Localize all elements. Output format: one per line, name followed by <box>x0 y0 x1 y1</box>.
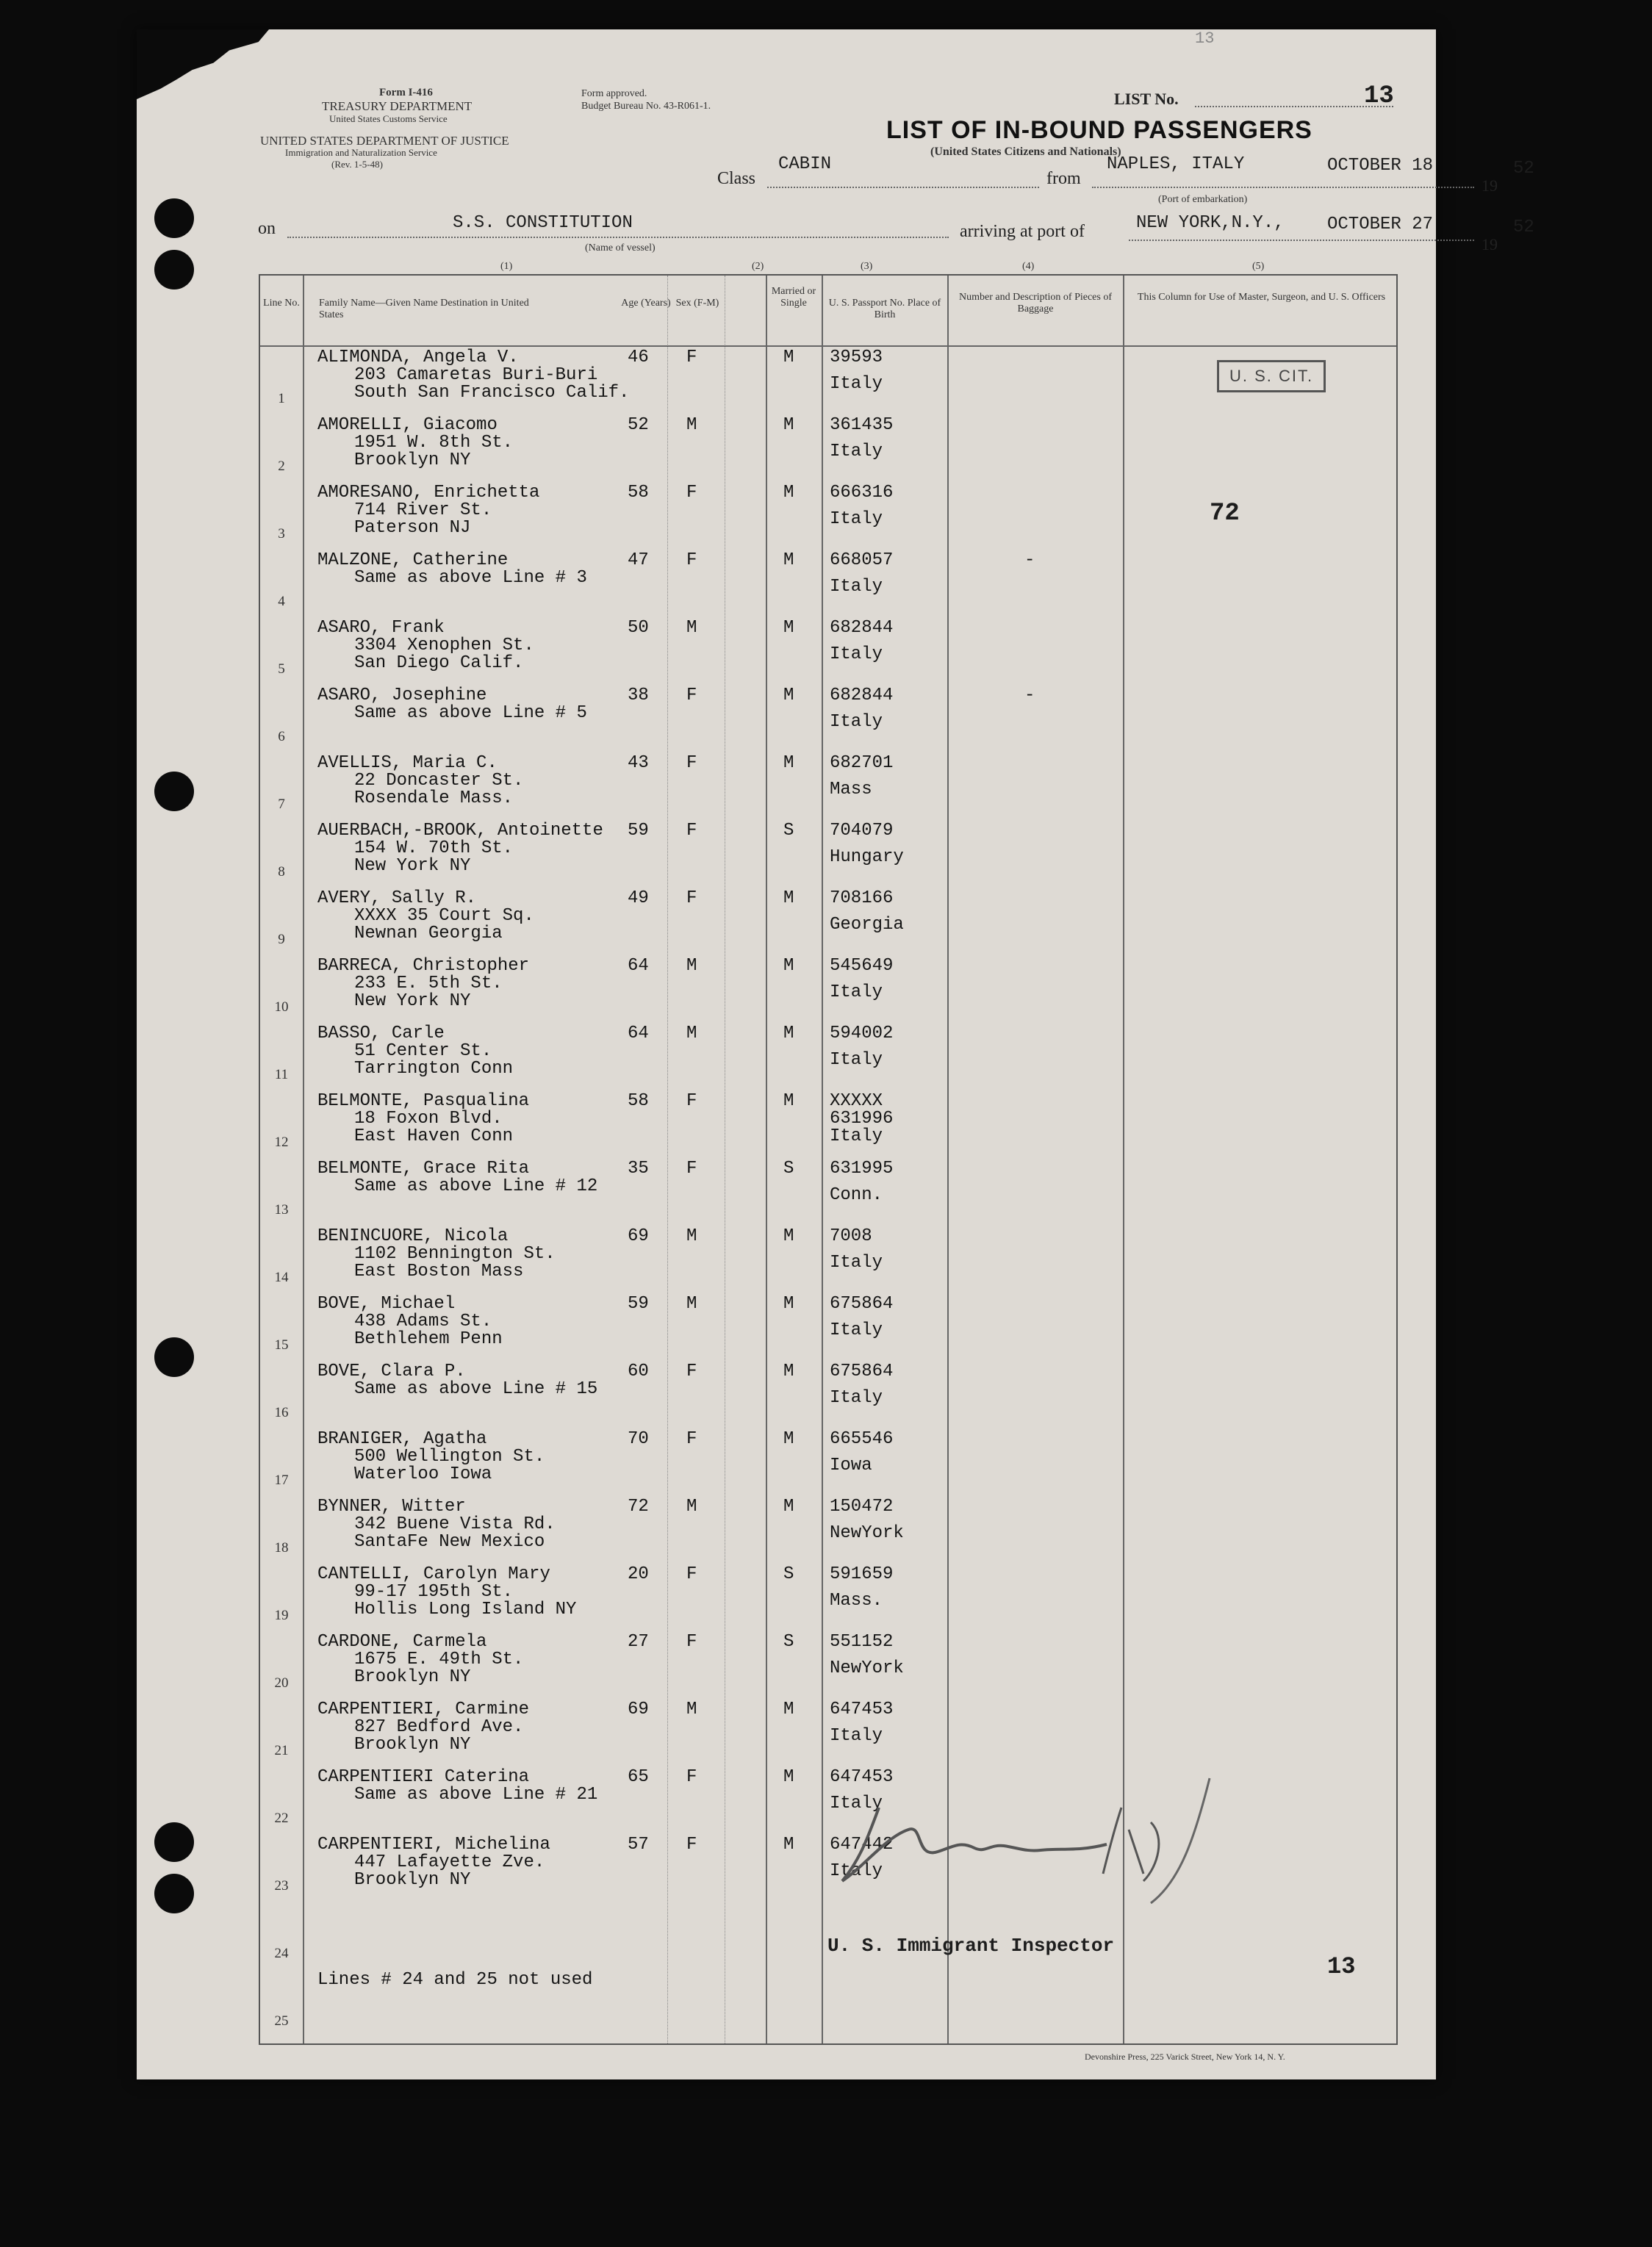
age: 50 <box>628 618 649 638</box>
address-line-1: 1675 E. 49th St. <box>354 1650 524 1669</box>
header-sex: Sex (F-M) <box>675 298 719 309</box>
passport-number: 545649 <box>830 956 894 976</box>
passenger-name: Lines # 24 and 25 not used <box>317 1970 593 1990</box>
sex: M <box>686 415 697 435</box>
table-row <box>260 616 1399 683</box>
marital-status: M <box>783 618 794 638</box>
table-row <box>260 1292 1399 1359</box>
age: 59 <box>628 1294 649 1314</box>
address-line-1: Same as above Line # 5 <box>354 703 587 723</box>
col-num-2: (2) <box>752 261 764 272</box>
marital-status: M <box>783 1767 794 1787</box>
age: 35 <box>628 1159 649 1179</box>
port-embarkation-label: (Port of embarkation) <box>1158 194 1248 205</box>
passenger-name: BRANIGER, Agatha <box>317 1429 487 1449</box>
sex: F <box>686 1835 697 1855</box>
on-label: on <box>258 219 276 238</box>
address-line-1: 233 E. 5th St. <box>354 974 503 993</box>
passport-number: 361435 <box>830 415 894 435</box>
table-row <box>260 548 1399 616</box>
passenger-name: BYNNER, Witter <box>317 1497 466 1517</box>
col-num-3: (3) <box>861 261 873 272</box>
address-line-1: 827 Bedford Ave. <box>354 1717 524 1737</box>
passenger-name: BELMONTE, Grace Rita <box>317 1159 530 1179</box>
line-number: 13 <box>274 1202 289 1218</box>
sex: F <box>686 1159 697 1179</box>
age: 65 <box>628 1767 649 1787</box>
header-age: Age (Years) <box>621 298 671 309</box>
place-of-birth: Italy <box>830 577 883 597</box>
table-row <box>260 1495 1399 1562</box>
passport-number: 647442 <box>830 1835 894 1855</box>
age: 64 <box>628 1024 649 1043</box>
revision: (Rev. 1-5-48) <box>331 159 383 170</box>
binder-hole <box>154 772 194 811</box>
class-value: CABIN <box>778 154 832 174</box>
passport-number: 708166 <box>830 888 894 908</box>
address-line-1: 203 Camaretas Buri-Buri <box>354 365 598 385</box>
place-of-birth: Italy <box>830 982 883 1002</box>
address-line-2: New York NY <box>354 991 471 1011</box>
form-number: Form I-416 <box>379 87 433 98</box>
place-of-birth: Mass. <box>830 1591 883 1611</box>
customs-service: United States Customs Service <box>329 113 448 124</box>
ins-label: Immigration and Naturalization Service <box>285 147 437 158</box>
passport-number: 682844 <box>830 618 894 638</box>
binder-hole <box>154 1337 194 1377</box>
sex: F <box>686 1429 697 1449</box>
passport-number: 682844 <box>830 686 894 705</box>
address-line-2: Hollis Long Island NY <box>354 1600 577 1619</box>
col-num-5: (5) <box>1252 261 1265 272</box>
line-number: 7 <box>278 797 285 812</box>
line-number: 6 <box>278 729 285 744</box>
address-line-2: Bethlehem Penn <box>354 1329 503 1349</box>
marital-status: S <box>783 821 794 841</box>
binder-hole <box>154 250 194 290</box>
passport-number: 647453 <box>830 1700 894 1719</box>
address-line-2: East Boston Mass <box>354 1262 524 1281</box>
age: 49 <box>628 888 649 908</box>
page-subtitle: (United States Citizens and Nationals) <box>930 145 1121 158</box>
line-number: 5 <box>278 661 285 677</box>
form-approved: Form approved. <box>581 88 647 99</box>
header-officers: This Column for Use of Master, Surgeon, and U. S. Officers <box>1137 292 1386 303</box>
marital-status: S <box>783 1632 794 1652</box>
pencil-note: 13 <box>1195 29 1215 48</box>
age: 58 <box>628 1091 649 1111</box>
passenger-name: AMORELLI, Giacomo <box>317 415 498 435</box>
header-line-no: Line No. <box>263 298 300 309</box>
passenger-name: AVERY, Sally R. <box>317 888 477 908</box>
age: 20 <box>628 1564 649 1584</box>
sex: F <box>686 1362 697 1381</box>
table-row <box>260 1427 1399 1495</box>
passenger-name: BASSO, Carle <box>317 1024 445 1043</box>
inspector-signature <box>798 1778 1180 1910</box>
address-line-1: 99-17 195th St. <box>354 1582 514 1602</box>
line-number: 15 <box>274 1337 289 1353</box>
line-number: 10 <box>274 999 289 1015</box>
age: 70 <box>628 1429 649 1449</box>
age: 38 <box>628 686 649 705</box>
age: 59 <box>628 821 649 841</box>
sex: F <box>686 1632 697 1652</box>
line-number: 21 <box>274 1743 289 1758</box>
vessel-name-label: (Name of vessel) <box>585 242 656 254</box>
binder-hole <box>154 1874 194 1913</box>
age: 52 <box>628 415 649 435</box>
passenger-name: CARPENTIERI, Michelina <box>317 1835 550 1855</box>
year-prefix: 19 <box>1482 176 1498 195</box>
budget-bureau: Budget Bureau No. 43-R061-1. <box>581 101 711 112</box>
sex: M <box>686 618 697 638</box>
place-of-birth: Italy <box>830 1050 883 1070</box>
table-row <box>260 819 1399 886</box>
place-of-birth: Italy <box>830 1794 883 1813</box>
list-number-label: LIST No. <box>1114 90 1179 108</box>
marital-status: M <box>783 1362 794 1381</box>
table-row <box>260 1968 1399 2035</box>
address-line-1: 714 River St. <box>354 500 492 520</box>
line-number: 16 <box>274 1405 289 1420</box>
age: 60 <box>628 1362 649 1381</box>
table-row <box>260 1562 1399 1630</box>
age: 43 <box>628 753 649 773</box>
address-line-1: Same as above Line # 21 <box>354 1785 598 1805</box>
place-of-birth: Georgia <box>830 915 904 935</box>
line-number: 18 <box>274 1540 289 1556</box>
treasury-department: TREASURY DEPARTMENT <box>322 99 473 113</box>
address-line-2: Paterson NJ <box>354 518 471 538</box>
list-number: 13 <box>1364 82 1394 110</box>
place-of-birth: Hungary <box>830 847 904 867</box>
marital-status: M <box>783 1226 794 1246</box>
sex: M <box>686 956 697 976</box>
passenger-name: BOVE, Clara P. <box>317 1362 466 1381</box>
table-row <box>260 1697 1399 1765</box>
address-line-1: Same as above Line # 3 <box>354 568 587 588</box>
line-number: 17 <box>274 1473 289 1488</box>
printer-imprint: Devonshire Press, 225 Varick Street, New York 14, N. Y. <box>1085 2052 1285 2062</box>
address-line-2: Newnan Georgia <box>354 924 503 943</box>
marital-status: M <box>783 1700 794 1719</box>
passenger-name: CARPENTIERI, Carmine <box>317 1700 530 1719</box>
address-line-1: 51 Center St. <box>354 1041 492 1061</box>
vessel-name: S.S. CONSTITUTION <box>453 213 633 233</box>
sex: M <box>686 1497 697 1517</box>
age: 69 <box>628 1226 649 1246</box>
marital-status: M <box>783 1091 794 1111</box>
address-line-2: Brooklyn NY <box>354 1735 471 1755</box>
table-row <box>260 1157 1399 1224</box>
passport-number: XXXXX <box>830 1091 883 1111</box>
passport-number: 647453 <box>830 1767 894 1787</box>
passport-number: 7008 <box>830 1226 872 1246</box>
address-line-2: South San Francisco Calif. <box>354 383 630 403</box>
sex: M <box>686 1700 697 1719</box>
page-number: 13 <box>1327 1953 1356 1980</box>
place-of-birth: NewYork <box>830 1523 904 1543</box>
passport-number: 668057 <box>830 550 894 570</box>
line-number: 19 <box>274 1608 289 1623</box>
line-number: 11 <box>274 1067 289 1082</box>
place-of-birth: Italy <box>830 644 883 664</box>
table-row <box>260 954 1399 1021</box>
line-number: 9 <box>278 932 285 947</box>
address-line-1: Same as above Line # 15 <box>354 1379 598 1399</box>
marital-status: M <box>783 686 794 705</box>
arrival-port: NEW YORK,N.Y., <box>1136 213 1285 233</box>
passenger-name: AVELLIS, Maria C. <box>317 753 498 773</box>
passenger-name: ASARO, Frank <box>317 618 445 638</box>
place-of-birth: Italy <box>830 712 883 732</box>
passport-number: 704079 <box>830 821 894 841</box>
marital-status: M <box>783 1497 794 1517</box>
sex: F <box>686 888 697 908</box>
manifest-page <box>137 29 1534 2079</box>
marital-status: M <box>783 483 794 503</box>
arriving-label: arriving at port of <box>960 222 1085 241</box>
passenger-name: BARRECA, Christopher <box>317 956 530 976</box>
sex: F <box>686 1091 697 1111</box>
address-line-1: 342 Buene Vista Rd. <box>354 1514 556 1534</box>
page-title: LIST OF IN-BOUND PASSENGERS <box>886 116 1312 144</box>
inspector-label: U. S. Immigrant Inspector <box>827 1935 1115 1957</box>
passport-number: 675864 <box>830 1294 894 1314</box>
line-number: 8 <box>278 864 285 880</box>
sex: F <box>686 821 697 841</box>
address-line-1: 18 Foxon Blvd. <box>354 1109 503 1129</box>
sex: F <box>686 550 697 570</box>
address-line-1: XXXX 35 Court Sq. <box>354 906 534 926</box>
header-married: Married or Single <box>771 286 816 309</box>
line-number: 20 <box>274 1675 289 1691</box>
table-row <box>260 1224 1399 1292</box>
place-of-birth: Italy <box>830 1861 883 1881</box>
passenger-name: ALIMONDA, Angela V. <box>317 348 519 367</box>
address-line-2: Waterloo Iowa <box>354 1464 492 1484</box>
line-number: 4 <box>278 594 285 609</box>
address-line-1: 447 Lafayette Zve. <box>354 1852 545 1872</box>
baggage: - <box>1024 550 1035 570</box>
passenger-name: ASARO, Josephine <box>317 686 487 705</box>
line-number: 22 <box>274 1811 289 1826</box>
passenger-name: BENINCUORE, Nicola <box>317 1226 509 1246</box>
address-line-1: 22 Doncaster St. <box>354 771 524 791</box>
passport-number: 150472 <box>830 1497 894 1517</box>
address-line-2: Tarrington Conn <box>354 1059 514 1079</box>
address-line-1: 438 Adams St. <box>354 1312 492 1331</box>
passenger-name: AUERBACH,-BROOK, Antoinette <box>317 821 603 841</box>
passenger-name: CANTELLI, Carolyn Mary <box>317 1564 550 1584</box>
address-line-1: 154 W. 70th St. <box>354 838 514 858</box>
age: 72 <box>628 1497 649 1517</box>
address-line-1: 1102 Bennington St. <box>354 1244 556 1264</box>
marital-status: M <box>783 1429 794 1449</box>
passport-number-2: 631996 <box>830 1109 894 1129</box>
address-line-2: Brooklyn NY <box>354 450 471 470</box>
sex: M <box>686 1024 697 1043</box>
age: 57 <box>628 1835 649 1855</box>
sex: M <box>686 1294 697 1314</box>
age: 47 <box>628 550 649 570</box>
age: 46 <box>628 348 649 367</box>
table-row <box>260 1021 1399 1089</box>
passenger-name: MALZONE, Catherine <box>317 550 509 570</box>
officer-note: 72 <box>1210 500 1240 528</box>
marital-status: S <box>783 1564 794 1584</box>
passport-number: 682701 <box>830 753 894 773</box>
address-line-2: New York NY <box>354 856 471 876</box>
passenger-name: BOVE, Michael <box>317 1294 456 1314</box>
marital-status: M <box>783 550 794 570</box>
embark-port: NAPLES, ITALY <box>1107 154 1245 174</box>
passenger-name: AMORESANO, Enrichetta <box>317 483 540 503</box>
place-of-birth: Italy <box>830 509 883 529</box>
passenger-name: CARPENTIERI Caterina <box>317 1767 530 1787</box>
place-of-birth: Italy <box>830 1726 883 1746</box>
class-label: Class <box>717 169 756 188</box>
baggage: - <box>1024 686 1035 705</box>
table-row <box>260 1089 1399 1157</box>
age: 64 <box>628 956 649 976</box>
line-number: 2 <box>278 459 285 474</box>
address-line-1: 3304 Xenophen St. <box>354 636 534 655</box>
citizen-stamp: U. S. CIT. <box>1217 360 1326 392</box>
line-number: 14 <box>274 1270 289 1285</box>
binder-hole <box>154 198 194 238</box>
sex: F <box>686 753 697 773</box>
place-of-birth: Italy <box>830 374 883 394</box>
place-of-birth: Mass <box>830 780 872 799</box>
header-name: Family Name—Given Name Destination in United States <box>319 298 529 320</box>
place-of-birth: NewYork <box>830 1658 904 1678</box>
address-line-2: San Diego Calif. <box>354 653 524 673</box>
place-of-birth: Italy <box>830 1388 883 1408</box>
age: 58 <box>628 483 649 503</box>
col-num-4: (4) <box>1022 261 1035 272</box>
departure-date: OCTOBER 18 <box>1327 156 1434 176</box>
arrival-year: 52 <box>1513 217 1534 237</box>
place-of-birth: Italy <box>830 442 883 461</box>
table-row <box>260 1359 1399 1427</box>
passport-number: 666316 <box>830 483 894 503</box>
table-row <box>260 751 1399 819</box>
marital-status: M <box>783 1835 794 1855</box>
table-row <box>260 886 1399 954</box>
passenger-name: CARDONE, Carmela <box>317 1632 487 1652</box>
marital-status: S <box>783 1159 794 1179</box>
sex: F <box>686 483 697 503</box>
line-number: 24 <box>274 1946 289 1961</box>
sex: F <box>686 686 697 705</box>
age: 69 <box>628 1700 649 1719</box>
place-of-birth: Italy <box>830 1320 883 1340</box>
place-of-birth: Italy <box>830 1126 883 1146</box>
line-number: 25 <box>274 2013 289 2029</box>
marital-status: M <box>783 1294 794 1314</box>
passport-number: 591659 <box>830 1564 894 1584</box>
line-number: 12 <box>274 1135 289 1150</box>
sex: M <box>686 1226 697 1246</box>
table-row <box>260 683 1399 751</box>
col-num-1: (1) <box>500 261 513 272</box>
address-line-2: East Haven Conn <box>354 1126 514 1146</box>
year-prefix-2: 19 <box>1482 235 1498 254</box>
from-label: from <box>1046 169 1081 188</box>
header-passport: U. S. Passport No. Place of Birth <box>828 298 941 320</box>
address-line-2: Rosendale Mass. <box>354 788 514 808</box>
sex: F <box>686 1767 697 1787</box>
address-line-1: Same as above Line # 12 <box>354 1176 598 1196</box>
passenger-name: BELMONTE, Pasqualina <box>317 1091 530 1111</box>
age: 27 <box>628 1632 649 1652</box>
passport-number: 594002 <box>830 1024 894 1043</box>
marital-status: M <box>783 956 794 976</box>
passport-number: 39593 <box>830 348 883 367</box>
address-line-2: SantaFe New Mexico <box>354 1532 545 1552</box>
marital-status: M <box>783 1024 794 1043</box>
place-of-birth: Italy <box>830 1253 883 1273</box>
sex: F <box>686 1564 697 1584</box>
address-line-2: Brooklyn NY <box>354 1870 471 1890</box>
departure-year: 52 <box>1513 159 1534 179</box>
justice-department: UNITED STATES DEPARTMENT OF JUSTICE <box>260 134 509 148</box>
address-line-1: 500 Wellington St. <box>354 1447 545 1467</box>
passport-number: 675864 <box>830 1362 894 1381</box>
marital-status: M <box>783 888 794 908</box>
arrival-date: OCTOBER 27 <box>1327 215 1434 234</box>
place-of-birth: Conn. <box>830 1185 883 1205</box>
address-line-2: Brooklyn NY <box>354 1667 471 1687</box>
passport-number: 551152 <box>830 1632 894 1652</box>
line-number: 1 <box>278 391 285 406</box>
table-row <box>260 1630 1399 1697</box>
line-number: 3 <box>278 526 285 542</box>
passport-number: 665546 <box>830 1429 894 1449</box>
marital-status: M <box>783 348 794 367</box>
line-number: 23 <box>274 1878 289 1894</box>
binder-hole <box>154 1822 194 1862</box>
passport-number: 631995 <box>830 1159 894 1179</box>
address-line-1: 1951 W. 8th St. <box>354 433 514 453</box>
table-row <box>260 413 1399 481</box>
header-baggage: Number and Description of Pieces of Baggage <box>959 292 1112 314</box>
sex: F <box>686 348 697 367</box>
torn-corner <box>137 29 269 99</box>
place-of-birth: Iowa <box>830 1456 872 1475</box>
marital-status: M <box>783 415 794 435</box>
marital-status: M <box>783 753 794 773</box>
